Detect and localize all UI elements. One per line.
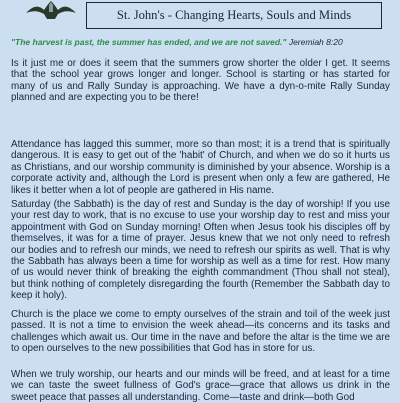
paragraph-sabbath: Saturday (the Sabbath) is the day of rest and Sunday is the day of worship! If you use your rest day to work, that is no excuse to use your worship day to rest and miss your appointment with God on Sunday morning! Often when Jesus took his disciples off by themselves, it was for a time of prayer. Jesus knew that we not only need to refresh our bodies and to refresh our minds, we need to refresh our spirits as well. That is why the Sabbath has always been a time for worship as well as a time for rest. How many of us would never think of breaking the eighth commandment (Thou shall not steal), but think nothing of completely disregarding the fourth (Remember the Sabbath day to keep it holy). (11, 199, 390, 302)
scripture-verse (11, 37, 396, 48)
verse-reference: Jeremiah 8:20 (288, 37, 343, 47)
paragraph-attendance: Attendance has lagged this summer, more so than most; it is a trend that is spiritually dangerous. It is easy to get out of the 'habit' of Church, and when we do so it hurts us as Christians, and our worship community is diminished by your absence. Worship is a corporate activity and, although the Lord is present when only a few are gathered, He likes it better when a lot of people are gathered in His name. (11, 139, 390, 196)
newsletter-title (86, 2, 382, 29)
newsletter-title-text: St. John's - Changing Hearts, Souls and Minds (116, 8, 352, 22)
verse-quote: "The harvest is past, the summer has ended, and we are not saved." (11, 37, 287, 47)
paragraph-worship: When we truly worship, our hearts and our minds will be freed, and at least for a time we can taste the sweet fullness of God's grace—grace that allows us drink in the sweet peace that passes all understanding. Come—taste and drink—both God (11, 369, 390, 403)
paragraph-church: Church is the place we come to empty ourselves of the strain and toil of the week just passed. It is not a time to envision the week ahead—its concerns and its tasks and challenges which await us. Our time in the nave and before the altar is the time we are to open ourselves to the new possibilities that God has in store for us. (11, 309, 390, 355)
church-logo-icon (22, 0, 80, 20)
paragraph-summer: Is it just me or does it seem that the summers grow shorter the older I get. It seems that the school year grows longer and longer. School is starting or has started for many of us and Rally Sunday is approaching. We have a dyn-o-mite Rally Sunday planned and are expecting you to be there! (11, 58, 390, 104)
